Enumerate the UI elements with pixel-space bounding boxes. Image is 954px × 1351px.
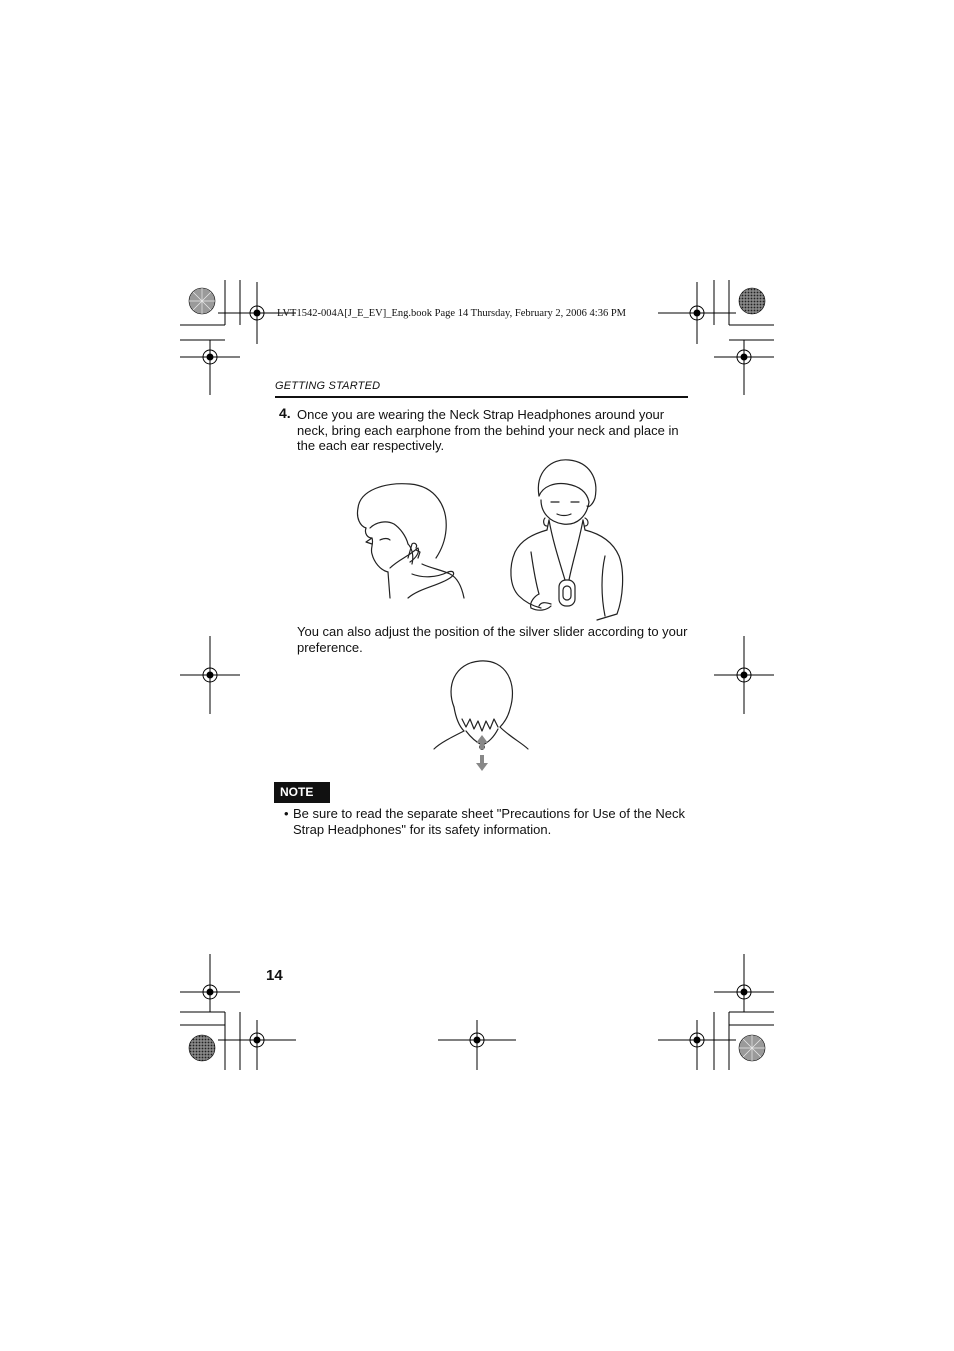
back-view-slider-illustration: [430, 657, 532, 773]
note-label: NOTE: [274, 782, 330, 803]
step-number: 4.: [279, 405, 291, 421]
step-text: Once you are wearing the Neck Strap Headphones around your neck, bring each earphone from the behind your neck and place in the each ear respectively.: [297, 407, 679, 453]
note-text: Be sure to read the separate sheet "Precautions for Use of the Neck Strap Headphones" for its safety information.: [293, 806, 685, 837]
print-header: LVT1542-004A[J_E_EV]_Eng.book Page 14 Thursday, February 2, 2006 4:36 PM: [277, 308, 626, 319]
front-view-wearing-illustration: [505, 456, 629, 622]
section-divider: [275, 396, 688, 398]
page-number: 14: [266, 967, 283, 984]
section-title: GETTING STARTED: [275, 380, 381, 392]
note-bullet: •: [284, 806, 289, 821]
side-view-wearing-illustration: [350, 478, 470, 600]
slider-adjust-text: You can also adjust the position of the silver slider according to your preference.: [297, 624, 688, 655]
